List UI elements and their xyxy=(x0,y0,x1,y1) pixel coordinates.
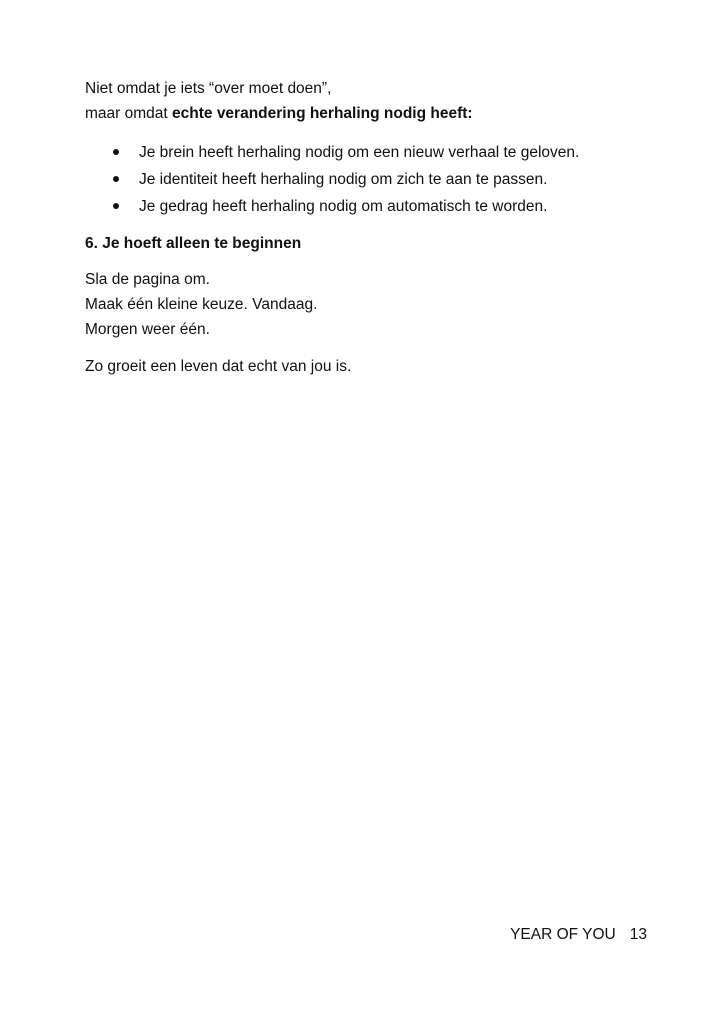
intro-line-2 xyxy=(85,101,665,126)
list-item xyxy=(85,193,665,220)
bullet-list xyxy=(85,139,665,220)
page-content xyxy=(85,76,665,395)
intro-line-2-plain: maar omdat xyxy=(85,105,173,122)
list-item-text: Je identiteit heeft herhaling nodig om zich te aan te passen. xyxy=(139,171,548,188)
list-item xyxy=(85,166,665,193)
list-item-text: Je brein heeft herhaling nodig om een nieuw verhaal te geloven. xyxy=(139,144,580,161)
footer-title: YEAR OF YOU xyxy=(510,926,616,943)
step-line: Sla de pagina om. xyxy=(85,271,210,288)
page-number: 13 xyxy=(629,926,647,943)
bullet-icon xyxy=(113,203,119,209)
intro-line-1: Niet omdat je iets “over moet doen”, xyxy=(85,80,332,97)
section-heading: 6. Je hoeft alleen te beginnen xyxy=(85,235,302,252)
list-item-text: Je gedrag heeft herhaling nodig om automatisch te worden. xyxy=(139,198,548,215)
steps-block xyxy=(85,267,665,342)
step-line: Maak één kleine keuze. Vandaag. xyxy=(85,296,318,313)
page-footer xyxy=(510,924,647,946)
intro-line-2-bold: echte verandering herhaling nodig heeft: xyxy=(172,105,473,122)
bullet-icon xyxy=(113,149,119,155)
bullet-icon xyxy=(113,176,119,182)
closing-line: Zo groeit een leven dat echt van jou is. xyxy=(85,358,352,375)
step-line: Morgen weer één. xyxy=(85,321,210,338)
list-item xyxy=(85,139,665,166)
